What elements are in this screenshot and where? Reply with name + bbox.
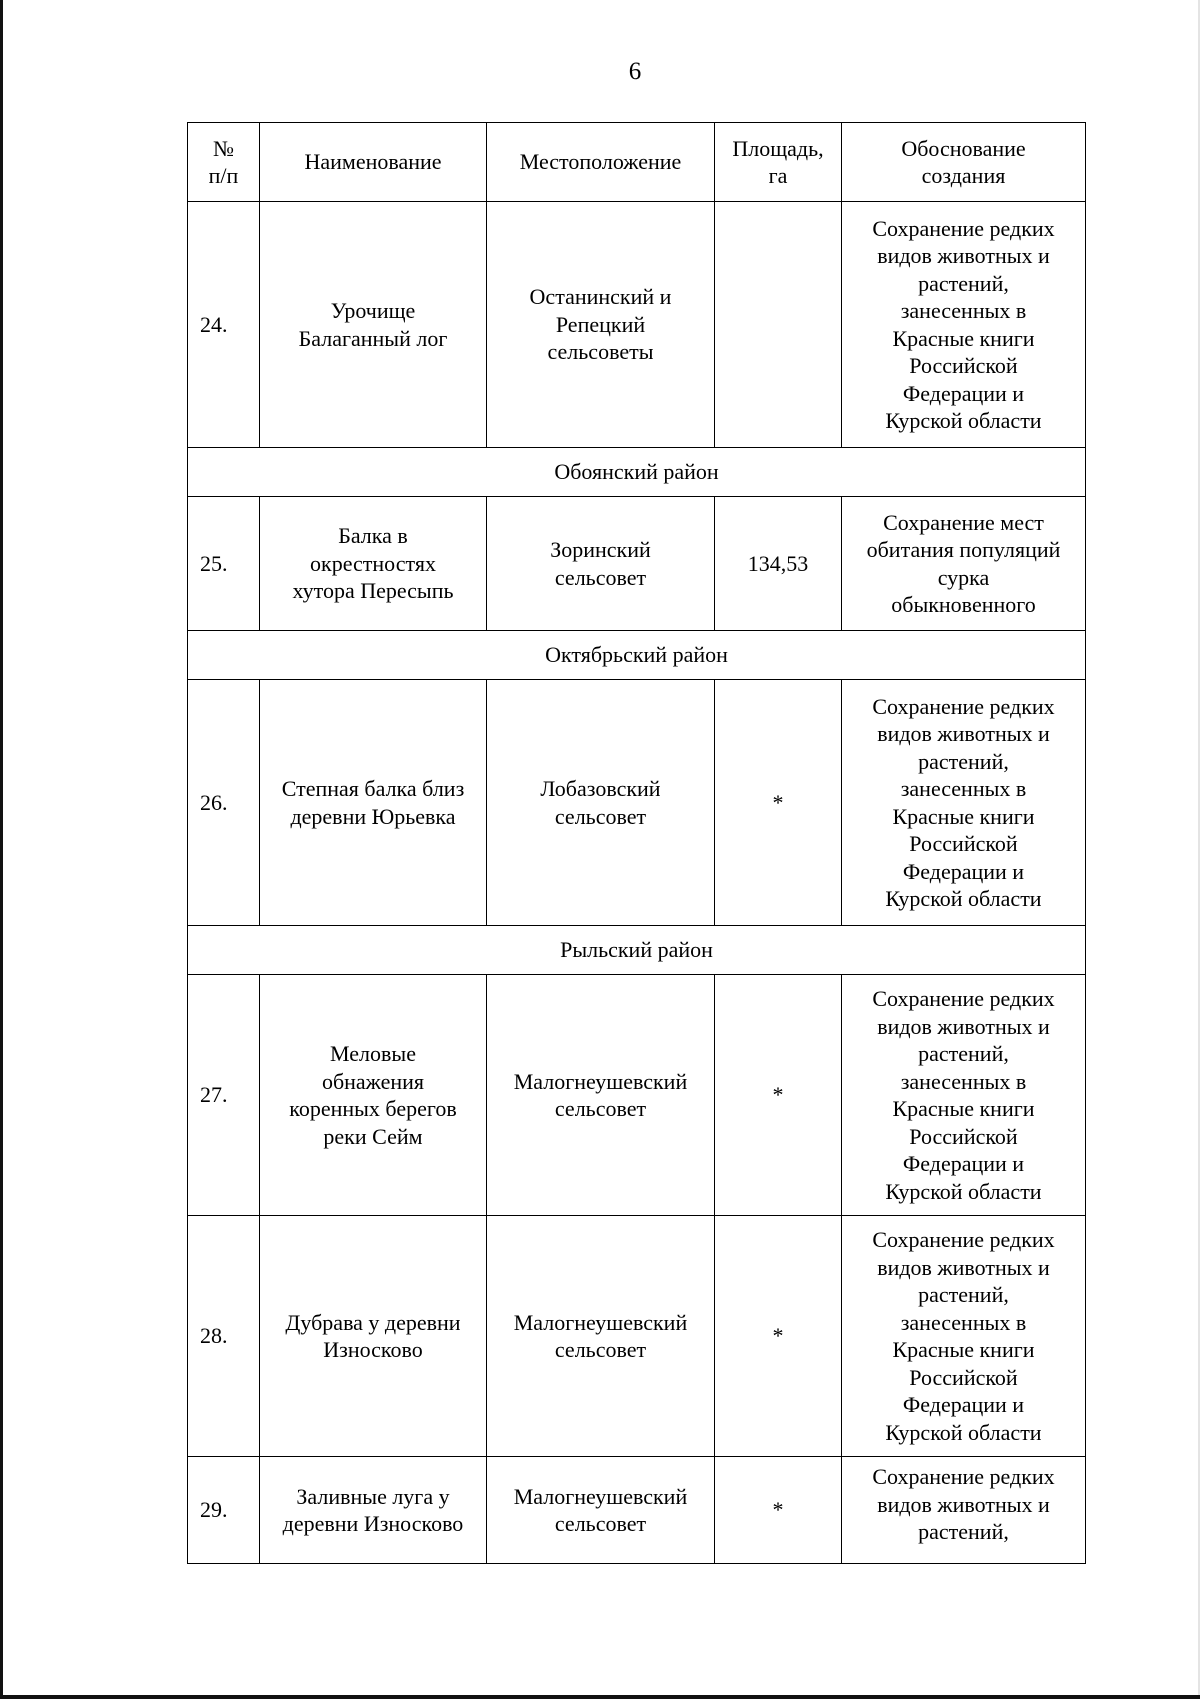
cell-area: 134,53 [715,497,842,631]
table-row [188,1216,1086,1457]
cell-name: Заливные луга у деревни Износково [260,1457,487,1564]
header-row [188,123,1086,202]
page-number: 6 [628,58,642,85]
cell-area: * [715,1216,842,1457]
region-heading: Обоянский район [188,448,1086,497]
cell-location: Малогнеушевский сельсовет [487,1216,715,1457]
protected-areas-table [187,122,1086,1564]
region-row [188,448,1086,497]
cell-area [715,202,842,448]
table-row [188,1457,1086,1564]
header-name: Наименование [260,123,487,202]
cell-location: Зоринский сельсовет [487,497,715,631]
cell-reason: Сохранение редких видов животных и растений, занесенных в Красные книги Российской Федерации и Курской области [842,202,1086,448]
cell-num: 24. [188,202,260,448]
cell-reason: Сохранение редких видов животных и растений, занесенных в Красные книги Российской Федерации и Курской области [842,680,1086,926]
cell-num: 29. [188,1457,260,1564]
cell-location: Малогнеушевский сельсовет [487,1457,715,1564]
header-area: Площадь, га [715,123,842,202]
cell-area: * [715,975,842,1216]
table-row [188,975,1086,1216]
cell-reason: Сохранение мест обитания популяций сурка обыкновенного [842,497,1086,631]
cell-num: 28. [188,1216,260,1457]
cell-location: Останинский и Репецкий сельсоветы [487,202,715,448]
region-heading: Октябрьский район [188,631,1086,680]
cell-name: Дубрава у деревни Износково [260,1216,487,1457]
scan-border-left [0,0,3,1699]
cell-reason: Сохранение редких видов животных и растений, занесенных в Красные книги Российской Федерации и Курской области [842,1216,1086,1457]
cell-name: Балка в окрестностях хутора Пересыпь [260,497,487,631]
cell-location: Лобазовский сельсовет [487,680,715,926]
cell-name: Урочище Балаганный лог [260,202,487,448]
cell-name: Степная балка близ деревни Юрьевка [260,680,487,926]
cell-reason: Сохранение редких видов животных и растений, занесенных в Красные книги Российской Федерации и Курской области [842,975,1086,1216]
cell-num: 26. [188,680,260,926]
cell-name: Меловые обнажения коренных берегов реки Сейм [260,975,487,1216]
table-row [188,497,1086,631]
header-reason: Обоснование создания [842,123,1086,202]
scan-border-bottom [0,1695,1200,1699]
cell-reason: Сохранение редких видов животных и растений, [842,1457,1086,1564]
cell-location: Малогнеушевский сельсовет [487,975,715,1216]
region-row [188,631,1086,680]
region-row [188,926,1086,975]
region-heading: Рыльский район [188,926,1086,975]
header-num: № п/п [188,123,260,202]
header-location: Местоположение [487,123,715,202]
table-row [188,680,1086,926]
cell-area: * [715,680,842,926]
cell-num: 27. [188,975,260,1216]
cell-area: * [715,1457,842,1564]
table-row [188,202,1086,448]
cell-num: 25. [188,497,260,631]
